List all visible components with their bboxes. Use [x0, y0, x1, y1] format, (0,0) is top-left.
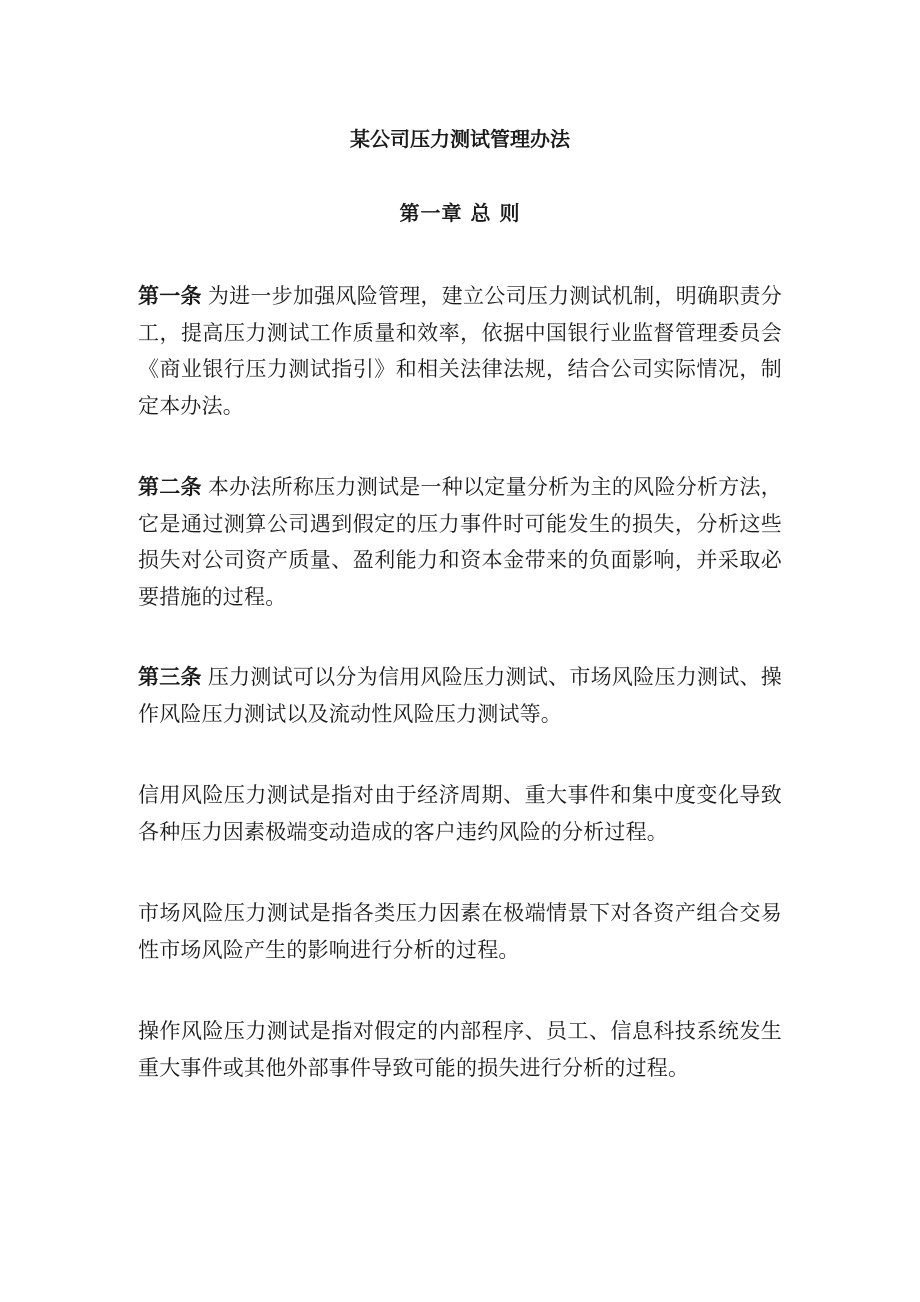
article-1-label: 第一条 — [138, 284, 202, 308]
article-2 — [138, 469, 782, 615]
article-3-label: 第三条 — [138, 665, 202, 689]
article-1-text: 为进一步加强风险管理，建立公司压力测试机制，明确职责分工，提高压力测试工作质量和效率，依据中国银行业监督管理委员会《商业银行压力测试指引》和相关法律法规，结合公司实际情况，制定本办法。 — [138, 284, 782, 418]
article-2-text: 本办法所称压力测试是一种以定量分析为主的风险分析方法，它是通过测算公司遇到假定的压力事件时可能发生的损失，分析这些损失对公司资产质量、盈利能力和资本金带来的负面影响，并采取必要措施的过程。 — [138, 475, 782, 609]
credit-risk-paragraph: 信用风险压力测试是指对由于经济周期、重大事件和集中度变化导致各种压力因素极端变动造成的客户违约风险的分析过程。 — [138, 783, 782, 844]
chapter-title: 第一章 总 则 — [399, 201, 521, 225]
document-title: 某公司压力测试管理办法 — [350, 127, 570, 151]
article-1 — [138, 278, 782, 424]
market-risk-paragraph: 市场风险压力测试是指各类压力因素在极端情景下对各资产组合交易性市场风险产生的影响进行分析的过程。 — [138, 901, 782, 962]
article-2-label: 第二条 — [138, 475, 202, 499]
article-3-text: 压力测试可以分为信用风险压力测试、市场风险压力测试、操作风险压力测试以及流动性风险压力测试等。 — [138, 665, 782, 726]
article-3 — [138, 659, 782, 732]
operational-risk-paragraph: 操作风险压力测试是指对假定的内部程序、员工、信息科技系统发生重大事件或其他外部事件导致可能的损失进行分析的过程。 — [138, 1019, 782, 1080]
